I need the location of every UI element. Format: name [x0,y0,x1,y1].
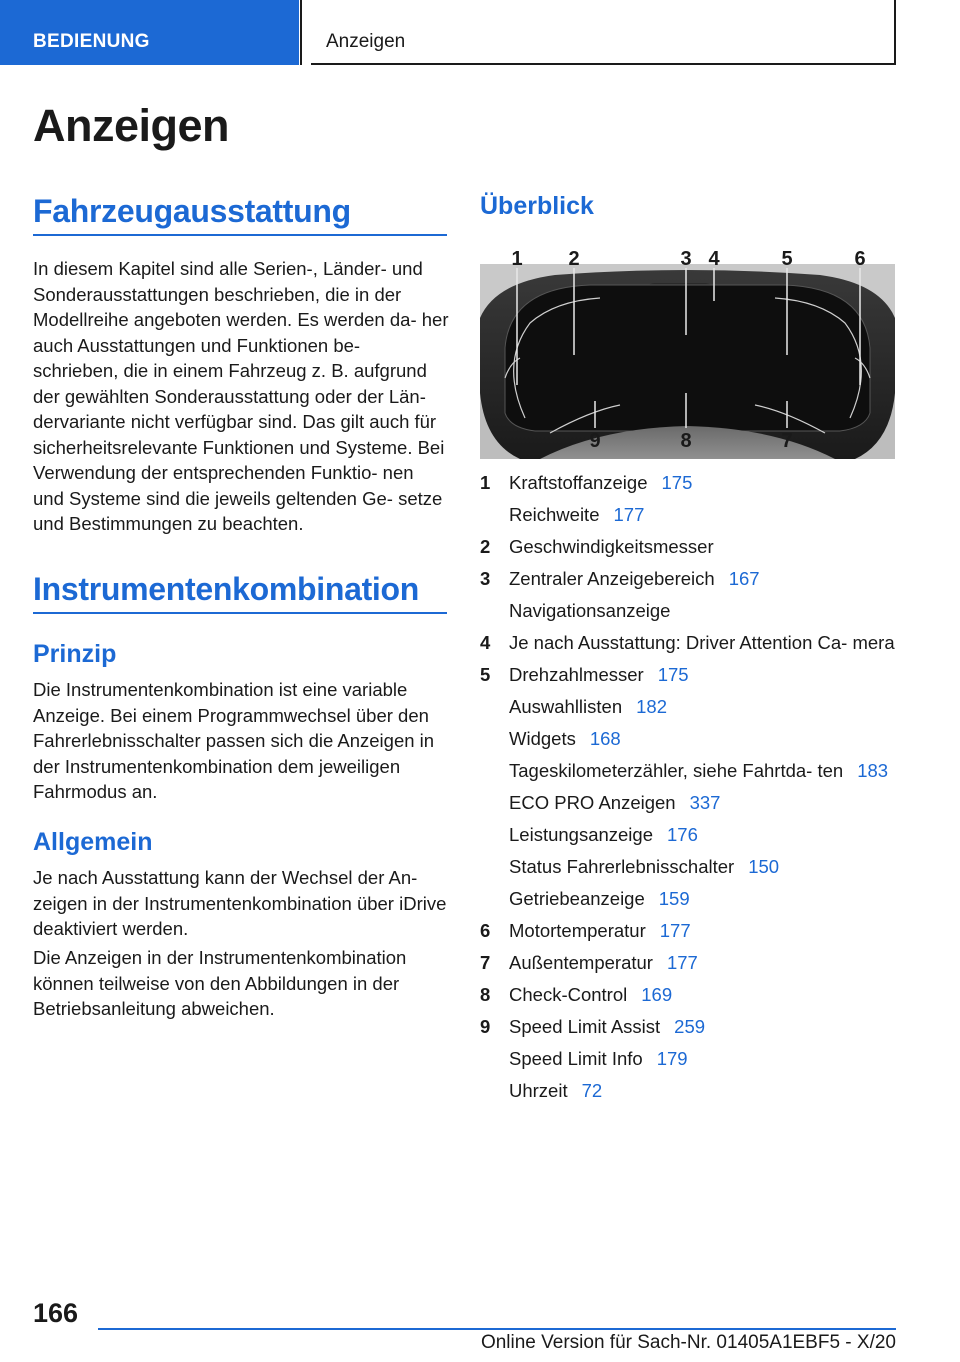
page-reference-link[interactable]: 175 [661,472,693,493]
list-item [480,1014,900,1040]
item-label: Check-Control [509,984,628,1005]
footer-rule [98,1328,896,1330]
page-title: Anzeigen [33,100,230,151]
list-item [480,790,900,816]
item-label: Reichweite [509,504,600,525]
figure-label: 8 [680,430,692,452]
page-reference-link[interactable]: 177 [613,504,645,525]
item-label: Leistungsanzeige [509,824,653,845]
list-item [480,822,900,848]
page-reference-link[interactable]: 176 [667,824,698,845]
item-label: Geschwindigkeitsmesser [509,536,714,557]
heading-prinzip: Prinzip [33,640,117,668]
page-reference-link[interactable]: 337 [689,792,721,813]
page-reference-link[interactable]: 183 [857,760,889,781]
page-reference-link[interactable]: 175 [657,664,689,685]
allgemein-text-2: Die Anzeigen in der Instrumentenkombination können teilweise von den Abbildungen in der Betriebsanleitung abweichen. [33,947,407,1019]
list-item [480,854,900,880]
figure-label: 9 [589,430,601,452]
list-item [480,566,900,592]
list-item [480,918,900,944]
item-label: Je nach Ausstattung: Driver Attention Ca- mera [509,632,895,653]
page-reference-link[interactable]: 72 [581,1080,603,1101]
page-reference-link[interactable]: 259 [674,1016,706,1037]
page-reference-link[interactable]: 177 [666,952,698,973]
item-label: Motortemperatur [509,920,646,941]
item-number: 6 [480,920,491,941]
heading-allgemein: Allgemein [33,828,153,856]
heading-fahrzeugausstattung: Fahrzeugausstattung [33,193,351,229]
list-item [480,470,900,496]
section-tab: BEDIENUNG [0,0,299,65]
legend-list [480,470,900,1110]
list-item [480,1078,900,1104]
page-reference-link[interactable]: 179 [656,1048,688,1069]
item-label: Navigationsanzeige [509,600,671,621]
item-number: 7 [480,952,491,973]
page-reference-link[interactable]: 169 [641,984,673,1005]
list-item [480,630,900,656]
item-label: Zentraler Anzeigebereich [509,568,715,589]
item-label: Speed Limit Info [509,1048,643,1069]
item-label: Außentemperatur [509,952,653,973]
page-reference-link[interactable]: 167 [728,568,760,589]
list-item [480,662,900,688]
page-reference-link[interactable]: 150 [748,856,780,877]
heading-rule [33,234,447,236]
list-item [480,886,900,912]
item-label: Drehzahlmesser [509,664,644,685]
instrument-cluster-figure [480,243,895,459]
figure-label: 6 [854,248,866,270]
item-number: 3 [480,568,491,589]
figure-label: 5 [781,248,793,270]
list-item [480,598,900,624]
item-label: Tageskilometerzähler, siehe Fahrtda- ten [509,760,844,781]
item-label: Getriebeanzeige [509,888,645,909]
figure-label: 3 [680,248,692,270]
fahrzeugausstattung-text: In diesem Kapitel sind alle Serien-, Länder- und Sonderausstattungen beschrieben, die in der Modellreihe angeboten werden. Es werden da- her auch Ausstattungen und Funktionen be- schrieben, die in einem Fahrzeug z. B. aufgrund der gewählten Sonderausstattung oder der Län- dervariante nicht verfügbar sind. Das gilt auch für sicherheitsrelevante Funktionen und Systeme. Bei Verwendung der entsprechenden Funktio- nen und Systeme sind die jeweils geltenden Ge- setze und Bestimmungen zu beachten. [33,258,449,534]
list-item [480,534,900,560]
list-item [480,1046,900,1072]
figure-label: 2 [568,248,580,270]
chapter-title: Anzeigen [311,0,896,65]
list-item [480,694,900,720]
item-number: 9 [480,1016,491,1037]
figure-label: 1 [511,248,523,270]
item-number: 4 [480,632,491,653]
page-reference-link[interactable]: 182 [636,696,667,717]
item-label: Widgets [509,728,576,749]
item-label: Auswahllisten [509,696,623,717]
online-version-text: Online Version für Sach-Nr. 01405A1EBF5 - X/20 [480,1332,896,1353]
figure-label: 4 [708,248,720,270]
item-number: 2 [480,536,491,557]
item-number: 8 [480,984,491,1005]
heading-instrumentenkombination: Instrumentenkombination [33,571,420,607]
page-number: 166 [33,1298,79,1328]
item-label: Kraftstoffanzeige [509,472,648,493]
item-number: 5 [480,664,491,685]
list-item [480,502,900,528]
list-item [480,982,900,1008]
figure-label: 7 [781,430,793,452]
page-reference-link[interactable]: 168 [589,728,621,749]
heading-ueberblick: Überblick [480,192,594,220]
item-number: 1 [480,472,491,493]
item-label: Speed Limit Assist [509,1016,661,1037]
list-item [480,726,900,752]
heading-rule [33,612,447,614]
prinzip-text: Die Instrumentenkombination ist eine variable Anzeige. Bei einem Programmwechsel über den Fahrerlebnisschalter passen sich die Anzeigen in der Instrumentenkombination dem jeweiligen Fahrmodus an. [33,679,435,802]
item-label: Uhrzeit [509,1080,568,1101]
list-item [480,758,900,784]
list-item [480,950,900,976]
page-reference-link[interactable]: 177 [659,920,691,941]
allgemein-text-1: Je nach Ausstattung kann der Wechsel der An- zeigen in der Instrumentenkombination über iDrive deaktiviert werden. [33,867,447,939]
item-label: ECO PRO Anzeigen [509,792,676,813]
page-reference-link[interactable]: 159 [658,888,690,909]
item-label: Status Fahrerlebnisschalter [509,856,735,877]
